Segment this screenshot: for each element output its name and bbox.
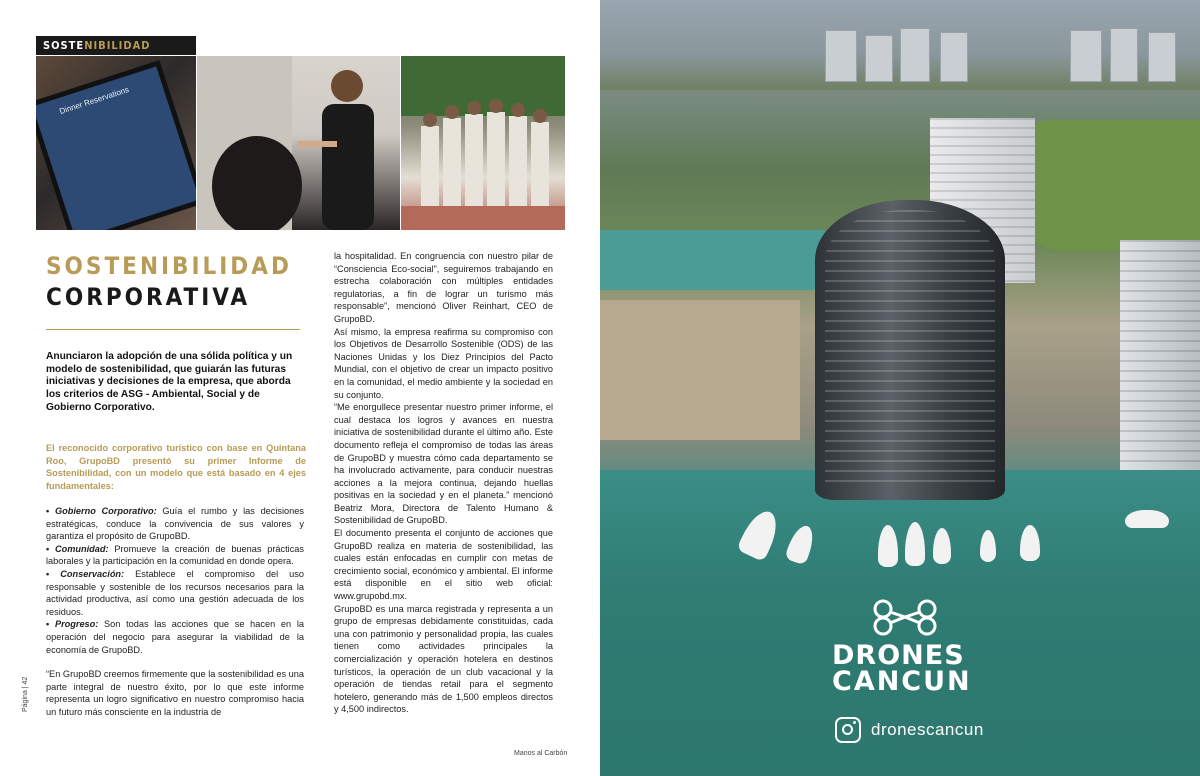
section-tag <box>36 36 196 55</box>
tablet-reservation-photo <box>36 56 196 230</box>
instagram-handle: dronescancun <box>871 720 984 739</box>
axis-text: Promueve la creación de buenas prácticas laborales y la participación en la comunidad en donde opera. <box>46 543 304 567</box>
article-intro: El reconocido corporativo turístico con base en Quintana Roo, GrupoBD presentó su primer Informe de Sostenibilidad, con un modelo que está basado en 4 ejes fundamentales: <box>46 443 306 491</box>
body-paragraph: El documento presenta el conjunto de acciones que GrupoBD realiza en materia de sostenibilidad, las cuales están enfocadas en cumplir con metas de crecimiento social, económico y ambiental. El informe está disponible en el sitio web oficial: www.grupobd.mx. <box>334 528 553 602</box>
skyline-tower <box>825 30 857 82</box>
axis-item: • Gobierno Corporativo: Guía el rumbo y las decisiones estratégicas, conduce la convivencia de sus valores y garantiza el propósito de GrupoBD. <box>46 506 304 542</box>
axis-term: Comunidad: <box>54 543 109 554</box>
axis-term: Progreso: <box>54 619 99 630</box>
axis-term: Conservación: <box>60 568 125 579</box>
axis-item: • Progreso: Son todas las acciones que se hacen en la operación del negocio para asegurar la viabilidad de la economía de GrupoBD. <box>46 619 304 655</box>
right-tower <box>1120 240 1200 480</box>
article-title-line1: SOSTENIBILIDAD <box>46 252 292 280</box>
quote-paragraph: “En GrupoBD creemos firmemente que la sostenibilidad es una parte integral de nuestro éxito, por lo que este informe representa un logro significativo en nuestro compromiso hacia un futuro más consciente en la industria de <box>46 669 304 717</box>
yacht <box>1125 510 1169 528</box>
curved-tower <box>815 200 1005 500</box>
article-body-left <box>46 505 304 719</box>
page-number: Página | 42 <box>22 676 29 712</box>
skyline-tower <box>900 28 930 82</box>
title-divider <box>46 329 300 330</box>
body-paragraph: “Me enorgullece presentar nuestro primer informe, el cual destaca los logros y avances en nuestra iniciativa de sostenibilidad durante el último año. Este documento refleja el compromiso de todas las áreas de GrupoBD y muestra cómo cada departamento se ha involucrado activamente, para conducir nuestras acciones a la mejora continua, dejando huellas positivas en la sociedad y en el planeta.” mencionó Beatriz Mora, Directora de Talento Humano & Sostenibilidad de GrupoBD. <box>334 402 553 526</box>
drones-cancun-ad <box>600 0 1200 776</box>
stylist-illustration <box>197 56 400 230</box>
skyline-tower <box>865 35 893 82</box>
body-paragraph: la hospitalidad. En congruencia con nuestro pilar de “Consciencia Eco-social”, seguiremos trabajando en estrecha colaboración con múltiples entidades regulatorias, a fin de lograr un turismo más responsable”, mencionó Oliver Reinhart, CEO de GrupoBD. <box>334 251 553 324</box>
section-tag-part-b: NIBILIDAD <box>84 39 151 52</box>
team-illustration <box>401 56 565 230</box>
page-footer: Manos al Carbón <box>514 750 568 757</box>
skyline-tower <box>1110 28 1138 82</box>
article-body-right <box>334 250 553 716</box>
tablet-screen-text: Dinner Reservations <box>58 85 131 116</box>
staff-team-photo <box>401 56 565 230</box>
body-paragraph: Así mismo, la empresa reafirma su compromiso con los Objetivos de Desarrollo Sostenible (ODS) de las Naciones Unidas y los Diez Principios del Pacto Mundial, con el objetivo de crear un impacto positivo en la comunidad, el medio ambiente y la sociedad en su conjunto. <box>334 326 553 400</box>
axis-text: Guía el rumbo y las decisiones estratégicas, conduce la convivencia de sus valores y garantiza el propósito de GrupoBD. <box>46 506 304 542</box>
axis-item: • Conservación: Establece el compromiso del uso responsable y sostenible de los recursos necesarios para la actividad productiva, así como una gestión adecuada de los residuos. <box>46 568 304 617</box>
section-tag-part-a: SOSTE <box>43 39 85 52</box>
skyline-tower <box>1070 30 1102 82</box>
skyline-tower <box>1148 32 1176 82</box>
brand-name-line1: DRONES <box>832 640 965 671</box>
axis-text: Establece el compromiso del uso responsable y sostenible de los recursos necesarios para la actividad productiva, así como una gestión adecuada de los residuos. <box>46 568 304 617</box>
instagram-icon <box>835 717 861 743</box>
lagoon <box>600 230 850 290</box>
hair-stylist-photo <box>197 56 400 230</box>
skyline-tower <box>940 32 968 82</box>
tablet-device <box>36 60 196 230</box>
article-title-line2: CORPORATIVA <box>46 283 251 311</box>
axis-item: • Comunidad: Promueve la creación de buenas prácticas laborales y la participación en la comunidad en donde opera. <box>46 543 304 567</box>
construction-area <box>600 300 800 440</box>
axis-term: Gobierno Corporativo: <box>54 506 157 516</box>
article-lead: Anunciaron la adopción de una sólida política y un modelo de sostenibilidad, que guiarán las futuras iniciativas y decisiones de la empresa, que aborda los criterios de ASG - Ambiental, Social y de Gobierno Corporativo. <box>46 351 293 413</box>
axis-text: Son todas las acciones que se hacen en la operación del negocio para asegurar la viabilidad de la economía de GrupoBD. <box>46 619 304 655</box>
body-paragraph: GrupoBD es una marca registrada y representa a un grupo de empresas debidamente constituidas, cada una con patrimonio y personalidad propia, las cuales tienen como actividades principales la comercialización y operación hotelera en destinos turísticos, la operación de un club vacacional y la operación de tiendas retail para el segmento hotelero, generando más de 1,500 empleos directos y 4,500 indirectos. <box>334 603 553 715</box>
golf-course <box>1020 120 1200 250</box>
drone-icon <box>872 598 938 636</box>
brand-name-line2: CANCUN <box>832 666 972 697</box>
